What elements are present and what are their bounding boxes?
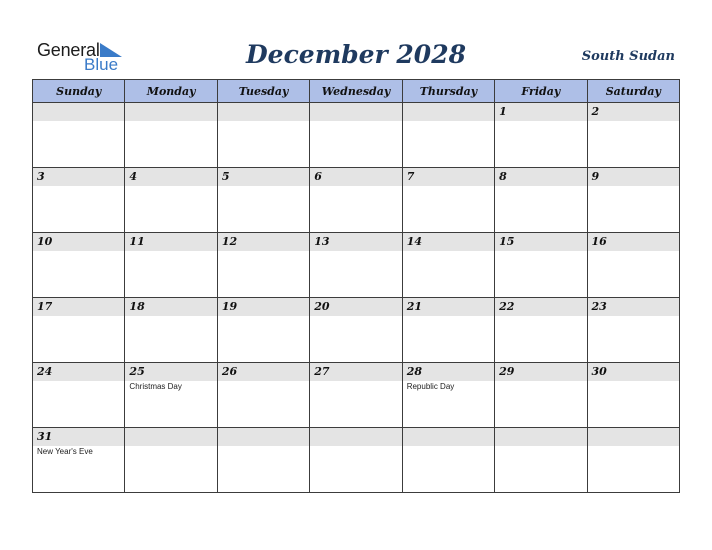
day-number (310, 428, 401, 446)
day-number: 21 (403, 298, 494, 316)
day-cell (402, 363, 494, 428)
day-number: 27 (310, 363, 401, 381)
holiday-label: Republic Day (406, 382, 455, 391)
calendar-week-row (33, 103, 680, 168)
day-number (403, 103, 494, 121)
weekday-header: Tuesday (217, 80, 309, 103)
day-number: 4 (125, 168, 216, 186)
day-number: 12 (218, 233, 309, 251)
logo-text-general: General (37, 40, 100, 60)
day-cell (217, 168, 309, 233)
day-number: 20 (310, 298, 401, 316)
day-cell (125, 363, 217, 428)
day-cell (310, 233, 402, 298)
day-cell (125, 298, 217, 363)
day-number: 31 (33, 428, 124, 446)
day-number (218, 103, 309, 121)
day-cell (402, 233, 494, 298)
day-number (310, 103, 401, 121)
calendar-week-row (33, 168, 680, 233)
day-number: 7 (403, 168, 494, 186)
weekday-header: Wednesday (310, 80, 402, 103)
day-cell (587, 363, 679, 428)
day-number: 13 (310, 233, 401, 251)
day-number: 6 (310, 168, 401, 186)
day-number: 11 (125, 233, 216, 251)
day-number: 30 (588, 363, 679, 381)
day-cell (125, 233, 217, 298)
day-number: 2 (588, 103, 679, 121)
day-number: 19 (218, 298, 309, 316)
day-cell (587, 428, 679, 493)
calendar-week-row (33, 428, 680, 493)
day-cell (402, 298, 494, 363)
day-cell (217, 428, 309, 493)
day-cell (33, 298, 125, 363)
day-number (125, 428, 216, 446)
day-number: 25 (125, 363, 216, 381)
day-number: 14 (403, 233, 494, 251)
day-number (588, 428, 679, 446)
day-number (403, 428, 494, 446)
day-cell (125, 168, 217, 233)
day-cell (33, 103, 125, 168)
day-cell (217, 363, 309, 428)
day-cell (33, 233, 125, 298)
day-number: 17 (33, 298, 124, 316)
weekday-header: Monday (125, 80, 217, 103)
day-cell (587, 298, 679, 363)
day-cell (217, 233, 309, 298)
day-number: 28 (403, 363, 494, 381)
day-cell (402, 168, 494, 233)
day-number (125, 103, 216, 121)
day-number: 29 (495, 363, 586, 381)
day-number (218, 428, 309, 446)
day-number: 26 (218, 363, 309, 381)
weekday-header: Thursday (402, 80, 494, 103)
day-cell (495, 363, 587, 428)
day-cell (495, 103, 587, 168)
day-number: 15 (495, 233, 586, 251)
day-cell (310, 363, 402, 428)
holiday-label: New Year's Eve (37, 447, 93, 456)
day-number: 16 (588, 233, 679, 251)
day-cell (310, 298, 402, 363)
day-cell (587, 103, 679, 168)
day-cell (402, 103, 494, 168)
weekday-header: Sunday (33, 80, 125, 103)
day-number: 18 (125, 298, 216, 316)
day-cell (495, 428, 587, 493)
day-number: 9 (588, 168, 679, 186)
day-cell (33, 168, 125, 233)
holiday-label: Christmas Day (129, 382, 182, 391)
calendar-week-row (33, 233, 680, 298)
day-number (33, 103, 124, 121)
day-number: 23 (588, 298, 679, 316)
day-cell (495, 233, 587, 298)
logo-text-blue: Blue (84, 55, 119, 74)
day-cell (33, 363, 125, 428)
calendar-grid (32, 79, 680, 493)
day-cell (125, 103, 217, 168)
day-cell (217, 298, 309, 363)
day-cell (587, 168, 679, 233)
day-cell (310, 168, 402, 233)
day-number: 22 (495, 298, 586, 316)
day-cell (587, 233, 679, 298)
day-cell (125, 428, 217, 493)
day-number: 10 (33, 233, 124, 251)
day-cell (402, 428, 494, 493)
day-number: 1 (495, 103, 586, 121)
calendar-week-row (33, 363, 680, 428)
day-cell (310, 103, 402, 168)
day-cell (495, 168, 587, 233)
day-cell (217, 103, 309, 168)
day-cell (310, 428, 402, 493)
day-number (495, 428, 586, 446)
calendar-week-row (33, 298, 680, 363)
day-number: 5 (218, 168, 309, 186)
day-number: 8 (495, 168, 586, 186)
day-number: 24 (33, 363, 124, 381)
day-cell (33, 428, 125, 493)
country-label: South Sudan (581, 49, 675, 64)
weekday-header: Friday (495, 80, 587, 103)
weekday-header: Saturday (587, 80, 679, 103)
calendar-title: December 2028 (245, 40, 466, 69)
day-number: 3 (33, 168, 124, 186)
day-cell (495, 298, 587, 363)
weekday-header-row (33, 80, 680, 103)
